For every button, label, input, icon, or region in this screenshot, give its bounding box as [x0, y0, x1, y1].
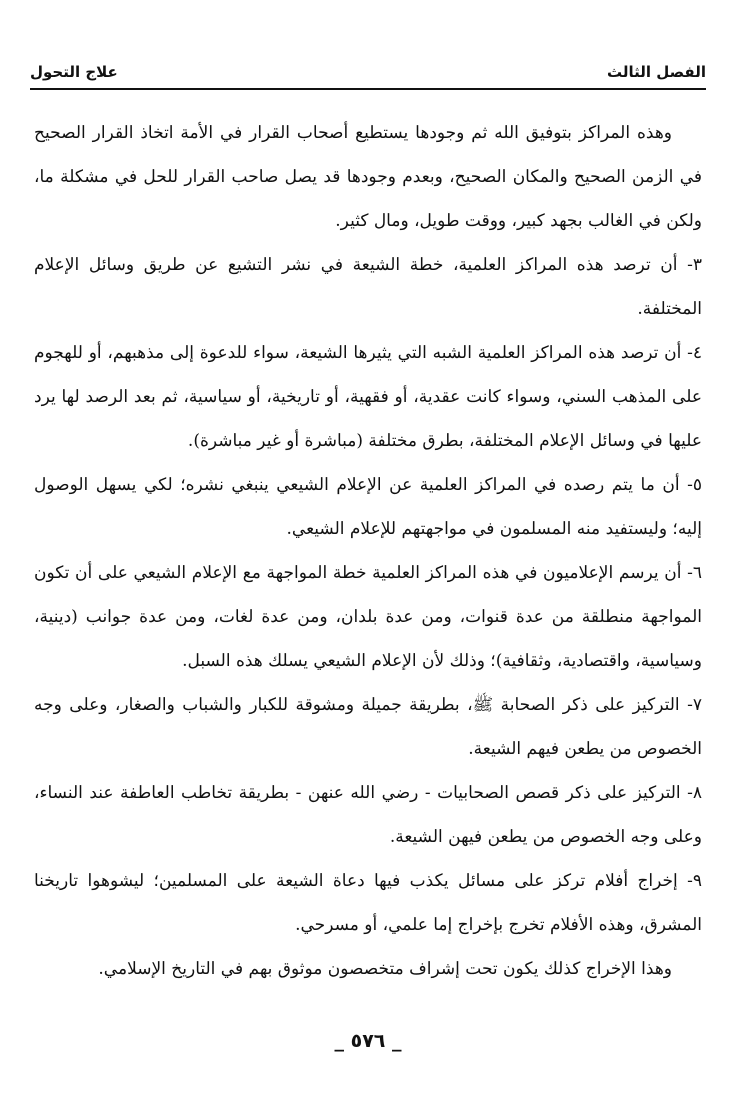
- paragraph-item-5: ٥- أن ما يتم رصده في المراكز العلمية عن الإعلام الشيعي ينبغي نشره؛ لكي يسهل الوصول إليه؛ وليستفيد منه المسلمون في مواجهتهم للإعلام الشيعي.: [34, 475, 702, 539]
- paragraph-item-9: ٩- إخراج أفلام تركز على مسائل يكذب فيها دعاة الشيعة على المسلمين؛ ليشوهوا تاريخنا المشرق، وهذه الأفلام تخرج بإخراج إما علمي، أو مسرحي.: [34, 871, 702, 935]
- paragraph-item-8: ٨- التركيز على ذكر قصص الصحابيات - رضي الله عنهن - بطريقة تخاطب العاطفة عند النساء، وعلى وجه الخصوص من يطعن فيهن الشيعة.: [34, 783, 702, 847]
- header-divider: [30, 88, 706, 90]
- paragraph-closing: وهذا الإخراج كذلك يكون تحت إشراف متخصصون موثوق بهم في التاريخ الإسلامي.: [98, 959, 672, 979]
- page-body: [34, 111, 702, 991]
- page-number: _ ٥٧٦ _: [334, 1030, 402, 1052]
- paragraph-item-6: ٦- أن يرسم الإعلاميون في هذه المراكز العلمية خطة المواجهة مع الإعلام الشيعي على أن تكون المواجهة منطلقة من عدة قنوات، ومن عدة بلدان، ومن عدة لغات، ومن عدة جوانب (دينية، وسياسية، واقتصادية، وثقافية)؛ وذلك لأن الإعلام الشيعي يسلك هذه السبل.: [34, 563, 702, 671]
- book-title: علاج التحول: [30, 63, 118, 81]
- paragraph-item-4: ٤- أن ترصد هذه المراكز العلمية الشبه التي يثيرها الشيعة، سواء للدعوة إلى مذهبهم، أو للهجوم على المذهب السني، وسواء كانت عقدية، أو فقهية، أو تاريخية، أو سياسية، ثم بعد الرصد لها يرد عليها في وسائل الإعلام المختلفة، بطرق مختلفة (مباشرة أو غير مباشرة).: [34, 343, 702, 451]
- page-header: [30, 60, 706, 84]
- paragraph-intro: وهذه المراكز بتوفيق الله ثم وجودها يستطيع أصحاب القرار في الأمة اتخاذ القرار الصحيح في الزمن الصحيح والمكان الصحيح، وبعدم وجودها قد يصل صاحب القرار للحل في مشكلة ما، ولكن في الغالب بجهد كبير، ووقت طويل، ومال كثير.: [34, 123, 702, 231]
- chapter-title: الفصل الثالث: [606, 63, 706, 81]
- paragraph-item-7: ٧- التركيز على ذكر الصحابة ﷺ، بطريقة جميلة ومشوقة للكبار والشباب والصغار، وعلى وجه الخصوص من يطعن فيهم الشيعة.: [34, 695, 702, 759]
- paragraph-item-3: ٣- أن ترصد هذه المراكز العلمية، خطة الشيعة في نشر التشيع عن طريق وسائل الإعلام المختلفة.: [34, 255, 702, 319]
